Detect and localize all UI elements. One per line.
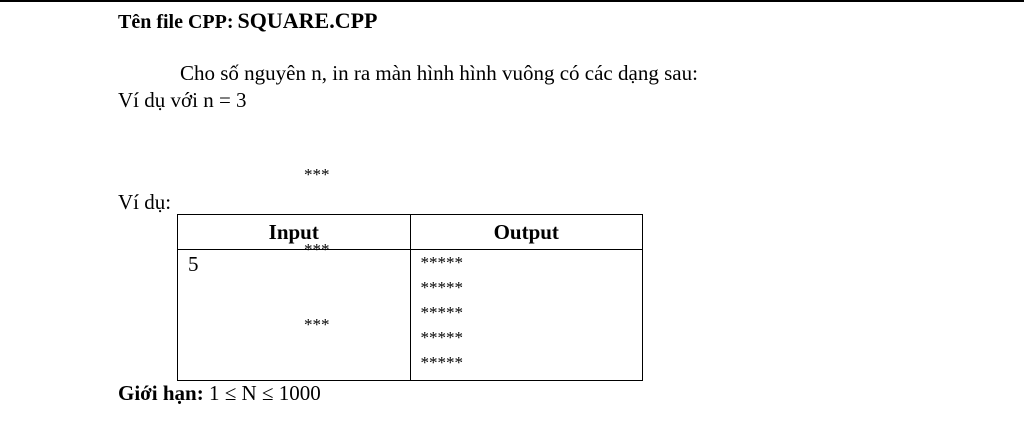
output-line: ***** xyxy=(420,278,463,297)
example-io-table xyxy=(177,214,643,381)
example-square-line: *** xyxy=(304,240,330,259)
table-row xyxy=(178,250,643,381)
output-line: ***** xyxy=(420,353,463,372)
constraints xyxy=(118,381,321,406)
output-cell xyxy=(410,250,643,381)
example-square-line: *** xyxy=(304,315,330,334)
example-label: Ví dụ: xyxy=(118,190,172,214)
file-title-name: SQUARE.CPP xyxy=(237,8,378,33)
example-intro: Ví dụ với n = 3 xyxy=(118,88,247,112)
table-header-row xyxy=(178,215,643,250)
output-line: ***** xyxy=(420,328,463,347)
file-title xyxy=(118,8,377,34)
input-cell: 5 xyxy=(178,250,411,381)
output-column-header: Output xyxy=(410,215,643,250)
output-line: ***** xyxy=(420,303,463,322)
problem-statement: Cho số nguyên n, in ra màn hình hình vuông có các dạng sau: xyxy=(180,61,698,85)
file-title-label: Tên file CPP: xyxy=(118,11,234,33)
input-column-header: Input xyxy=(178,215,411,250)
constraints-label: Giới hạn: xyxy=(118,381,204,405)
example-square-line: *** xyxy=(304,165,330,184)
constraints-value: 1 ≤ N ≤ 1000 xyxy=(208,381,321,405)
output-line: ***** xyxy=(420,253,463,272)
page-top-border xyxy=(0,0,1024,2)
